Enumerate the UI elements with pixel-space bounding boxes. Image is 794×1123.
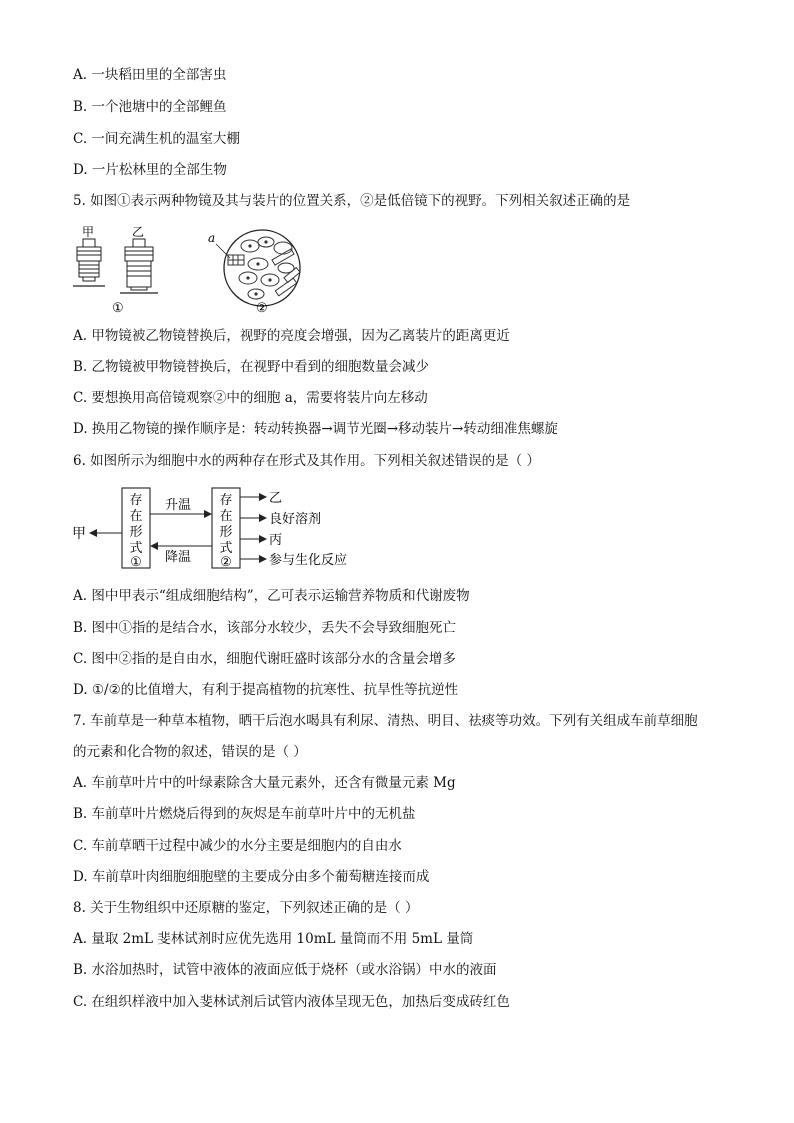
q8-option-b: B. 水浴加热时，试管中液体的液面应低于烧杯（或水浴锅）中水的液面 — [73, 962, 497, 978]
q4-option-b: B. 一个池塘中的全部鲤鱼 — [73, 99, 227, 115]
q7-option-a: A. 车前草叶片中的叶绿素除含大量元素外，还含有微量元素 Mg — [73, 775, 456, 791]
q5-option-d: D. 换用乙物镜的操作顺序是：转动转换器→调节光圈→移动装片→转动细准焦螺旋 — [73, 421, 558, 437]
label-down: 降温 — [165, 550, 192, 565]
out-yi: 乙 — [269, 491, 283, 506]
label-a: a — [208, 231, 216, 245]
q5-stem: 5. 如图①表示两种物镜及其与装片的位置关系，②是低倍镜下的视野。下列相关叙述正确的是 — [73, 193, 631, 209]
box2-char-3: 形 — [219, 525, 233, 540]
q6-stem: 6. 如图所示为细胞中水的两种存在形式及其作用。下列相关叙述错误的是（ ） — [73, 453, 540, 469]
label-jia: 甲 — [82, 225, 95, 239]
q6-option-a: A. 图中甲表示“组成细胞结构”，乙可表示运输营养物质和代谢废物 — [73, 588, 470, 604]
q5-option-c: C. 要想换用高倍镜观察②中的细胞 a，需要将装片向左移动 — [73, 390, 428, 406]
q8-stem: 8. 关于生物组织中还原糖的鉴定，下列叙述正确的是（ ） — [73, 900, 419, 916]
box1-char-1: 存 — [129, 493, 143, 508]
q6-option-c: C. 图中②指的是自由水，细胞代谢旺盛时该部分水的含量会增多 — [73, 651, 456, 667]
label-yi: 乙 — [132, 225, 145, 239]
q7-option-c: C. 车前草晒干过程中减少的水分主要是细胞内的自由水 — [73, 838, 402, 854]
box1-char-5: ① — [130, 555, 142, 570]
q8-option-c: C. 在组织样液中加入斐林试剂后试管内液体呈现无色，加热后变成砖红色 — [73, 994, 510, 1010]
q4-option-d: D. 一片松林里的全部生物 — [73, 162, 227, 178]
q6-option-b: B. 图中①指的是结合水，该部分水较少，丢失不会导致细胞死亡 — [73, 620, 457, 636]
q8-option-a: A. 量取 2mL 斐林试剂时应优先选用 10mL 量筒而不用 5mL 量筒 — [73, 931, 474, 947]
q6-option-d: D. ①/②的比值增大，有利于提高植物的抗寒性、抗旱性等抗逆性 — [73, 682, 459, 698]
q5-option-a: A. 甲物镜被乙物镜替换后，视野的亮度会增强，因为乙离装片的距离更近 — [73, 328, 510, 344]
label-up: 升温 — [165, 498, 192, 513]
box1-char-2: 在 — [129, 509, 143, 524]
box2-char-1: 存 — [219, 493, 233, 508]
q4-option-c: C. 一间充满生机的温室大棚 — [73, 131, 240, 147]
out-bing: 丙 — [269, 533, 283, 548]
q7-option-d: D. 车前草叶肉细胞细胞壁的主要成分由多个葡萄糖连接而成 — [73, 869, 430, 885]
q6-jia: 甲 — [72, 526, 86, 542]
box2-char-5: ② — [220, 555, 232, 570]
q5-option-b: B. 乙物镜被甲物镜替换后，在视野中看到的细胞数量会减少 — [73, 359, 430, 375]
q7-stem-line2: 的元素和化合物的叙述，错误的是（ ） — [73, 744, 307, 760]
out-reaction: 参与生化反应 — [269, 553, 348, 568]
box2-char-4: 式 — [219, 541, 233, 556]
q7-stem-line1: 7. 车前草是一种草本植物，晒干后泡水喝具有利尿、清热、明目、祛痰等功效。下列有关组成车前草细胞 — [73, 713, 698, 729]
box2-char-2: 在 — [219, 509, 233, 524]
caption-2: ② — [256, 301, 268, 316]
q5-figure — [70, 222, 310, 318]
q6-figure — [70, 482, 370, 574]
out-solvent: 良好溶剂 — [269, 512, 322, 527]
q7-option-b: B. 车前草叶片燃烧后得到的灰烬是车前草叶片中的无机盐 — [73, 806, 416, 822]
caption-1: ① — [112, 301, 124, 316]
q4-option-a: A. 一块稻田里的全部害虫 — [73, 67, 227, 83]
box1-char-4: 式 — [129, 541, 143, 556]
box1-char-3: 形 — [129, 525, 143, 540]
